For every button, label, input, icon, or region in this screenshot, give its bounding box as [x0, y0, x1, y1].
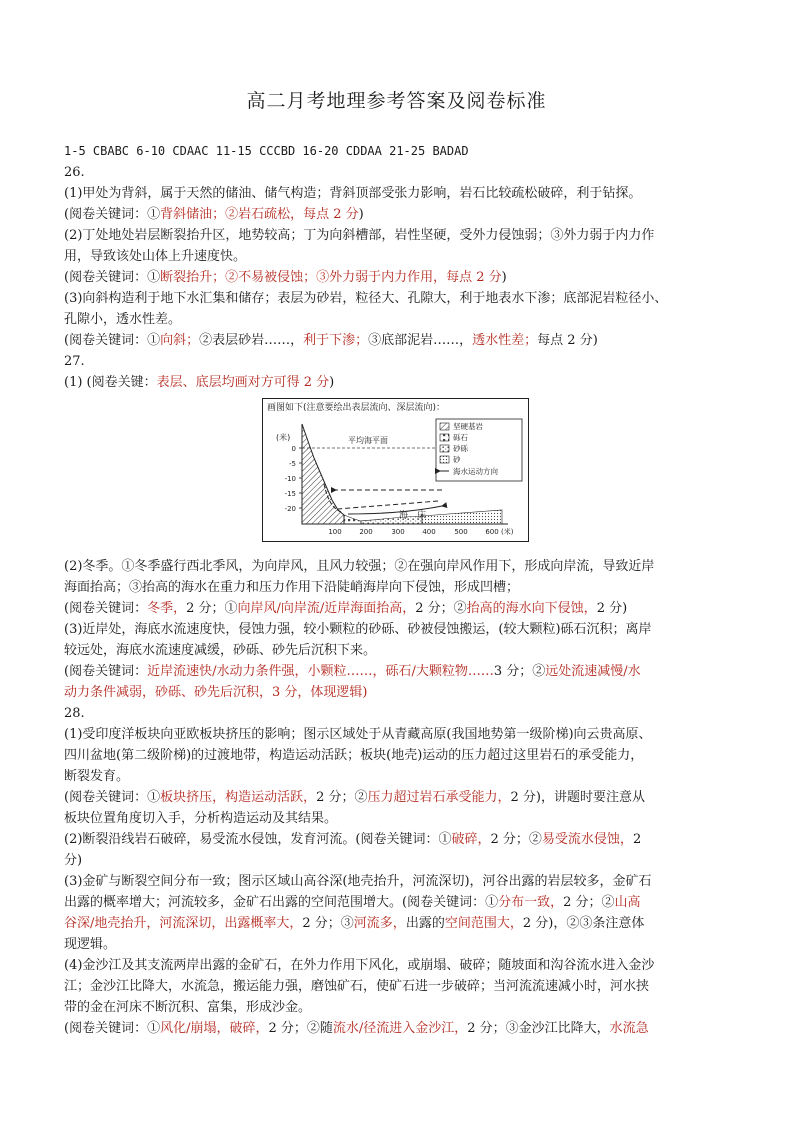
q27-answer-3-line-1: (3)近岸处，海底水流速度快，侵蚀力强，较小颗粒的砂砾、砂被侵蚀搬运，(较大颗粒)砾石沉积；离岸	[64, 622, 652, 637]
answer-text-part1	[64, 141, 736, 393]
q28-answer-4-line-1: (4)金沙江及其支流两岸出露的金矿石，在外力作用下风化，或崩塌、破碎；随坡面和沟谷流水进入金沙	[64, 958, 655, 973]
q27-keywords-3-line-1: (阅卷关键词：近岸流速快/水动力条件强，小颗粒……，砾石/大颗粒物……3 分；②远处流速减慢/水	[64, 664, 641, 679]
document-title: 高二月考地理参考答案及阅卷标准	[246, 90, 547, 112]
q28-answer-4-line-2: 江；金沙江比降大，水流急，搬运能力强，磨蚀矿石，使矿石进一步破碎；当河流流速减小时，河水挟	[64, 979, 650, 994]
y-tick-label: -20	[284, 505, 296, 513]
legend-swatch-sand	[440, 456, 449, 463]
question-26-number: 26.	[64, 165, 85, 180]
seabed-label: 海 床	[399, 511, 427, 521]
x-tick-label: 100	[328, 528, 342, 536]
coastal-profile-svg	[262, 398, 529, 542]
q26-answer-2-line-2: 用，导致该处山体上升速度快。	[64, 249, 247, 264]
q28-keywords-1-line-2: 板块位置角度切入手，分析构造运动及其结果。	[64, 811, 338, 826]
q28-keywords-1-line-1: (阅卷关键词：①板块挤压，构造运动活跃，2 分；②压力超过岩石承受能力，2 分)，讲题时要注意从	[64, 790, 645, 805]
q27-answer-3-line-2: 较远处，海底水流速度减缓，砂砾、砂先后沉积下来。	[64, 643, 377, 658]
q28-answer-4-line-3: 带的金在河床不断沉积、富集，形成沙金。	[64, 1000, 312, 1015]
q27-answer-2-line-1: (2)冬季。①冬季盛行西北季风，为向岸风，且风力较强；②在强向岸风作用下，形成向岸流，导致近岸	[64, 559, 655, 574]
x-tick-label: 600	[485, 528, 499, 536]
y-tick-label: -10	[284, 475, 296, 483]
question-28-number: 28.	[64, 706, 85, 721]
question-27-number: 27.	[64, 354, 85, 369]
sea-level-label: 平均海平面	[348, 436, 388, 445]
legend-swatch-sand-gravel	[440, 445, 449, 452]
y-tick-label: 0	[291, 445, 296, 453]
q27-answer-1: (1) (阅卷关键：表层、底层均画对方可得 2 分)	[64, 375, 335, 390]
q28-answer-2-line-1: (2)断裂沿线岩石破碎，易受流水侵蚀，发育河流。(阅卷关键词：①破碎，2 分；②易受流水侵蚀，2	[64, 832, 642, 847]
y-tick-label: -15	[284, 490, 296, 498]
x-tick-label: 400	[422, 528, 436, 536]
q26-answer-1: (1)甲处为背斜，属于天然的储油、储气构造；背斜顶部受张力影响，岩石比较疏松破碎，利于钻探。	[64, 186, 642, 201]
legend-swatch-bedrock	[440, 423, 449, 430]
y-tick-label: -5	[289, 460, 296, 468]
q27-keywords-3-line-2: 动力条件减弱，砂砾、砂先后沉积，3 分，体现逻辑)	[64, 685, 368, 700]
y-axis-unit: (米)	[276, 433, 291, 442]
coastal-profile-figure	[262, 398, 529, 542]
q28-answer-3-line-1: (3)金矿与断裂空间分布一致；图示区域山高谷深(地壳抬升，河流深切)，河谷出露的岩层较多，金矿石	[64, 874, 652, 889]
q28-answer-3-line-3: 谷深/地壳抬升，河流深切，出露概率大，2 分；③河流多，出露的空间范围大，2 分)，②③条注意体	[64, 916, 645, 931]
q26-answer-3-line-2: 孔隙小，透水性差。	[64, 312, 182, 327]
q28-answer-1-line-2: 四川盆地(第二级阶梯)的过渡地带，构造运动活跃；板块(地壳)运动的压力超过这里岩石的承受能力，	[64, 748, 644, 763]
q26-keywords-3: (阅卷关键词：①向斜；②表层砂岩……，利于下渗；③底部泥岩……，透水性差；每点 2 分)	[64, 333, 598, 348]
x-tick-label: 200	[359, 528, 373, 536]
q28-answer-3-line-2: 出露的概率增大；河流较多，金矿石出露的空间范围增大。(阅卷关键词：①分布一致，2 分；②山高	[64, 895, 641, 910]
x-axis-unit: (米)	[501, 528, 514, 536]
q27-answer-2-line-2: 海面抬高；③抬高的海水在重力和压力作用下沿陡峭海岸向下侵蚀，形成凹槽；	[64, 580, 520, 595]
legend-label-bedrock: 坚硬基岩	[453, 422, 483, 431]
answer-text-part2	[64, 556, 736, 1039]
q28-keywords-4: (阅卷关键词：①风化/崩塌，破碎，2 分；②随流水/径流进入金沙江，2 分；③金沙江比降大，水流急	[64, 1021, 649, 1036]
q27-keywords-2: (阅卷关键词：冬季，2 分；①向岸风/向岸流/近岸海面抬高，2 分；②抬高的海水向下侵蚀，2 分)	[64, 601, 628, 616]
q26-keywords-1: (阅卷关键词：①背斜储油；②岩石疏松，每点 2 分)	[64, 207, 364, 222]
q28-answer-1-line-1: (1)受印度洋板块向亚欧板块挤压的影响；图示区域处于从青藏高原(我国地势第一级阶梯)向云贵高原、	[64, 727, 652, 742]
figure-legend	[436, 419, 522, 481]
q28-answer-3-line-4: 现逻辑。	[64, 937, 117, 952]
legend-label-gravel: 砾石	[453, 433, 468, 442]
q26-keywords-2: (阅卷关键词：①断裂抬升；②不易被侵蚀；③外力弱于内力作用，每点 2 分)	[64, 270, 507, 285]
q28-answer-2-line-2: 分)	[64, 853, 83, 868]
x-tick-label: 300	[391, 528, 405, 536]
q28-answer-1-line-3: 断裂发育。	[64, 769, 130, 784]
legend-swatch-gravel	[440, 434, 449, 441]
x-tick-label: 500	[454, 528, 468, 536]
multiple-choice-answer-key: 1-5 CBABC 6-10 CDAAC 11-15 CCCBD 16-20 CDDAA 21-25 BADAD	[64, 144, 469, 158]
legend-label-sand-gravel: 砂砾	[453, 444, 468, 453]
q26-answer-3-line-1: (3)向斜构造利于地下水汇集和储存；表层为砂岩，粒径大、孔隙大，利于地表水下渗；底部泥岩粒径小、	[64, 291, 668, 306]
q26-answer-2-line-1: (2)丁处地处岩层断裂抬升区，地势较高；丁为向斜槽部，岩性坚硬，受外力侵蚀弱；③外力弱于内力作	[64, 228, 655, 243]
legend-label-sand: 砂	[453, 455, 461, 464]
figure-caption: 画图如下(注意要绘出表层流向、深层流向)：	[267, 403, 446, 413]
legend-label-water-motion: 海水运动方向	[453, 467, 498, 476]
